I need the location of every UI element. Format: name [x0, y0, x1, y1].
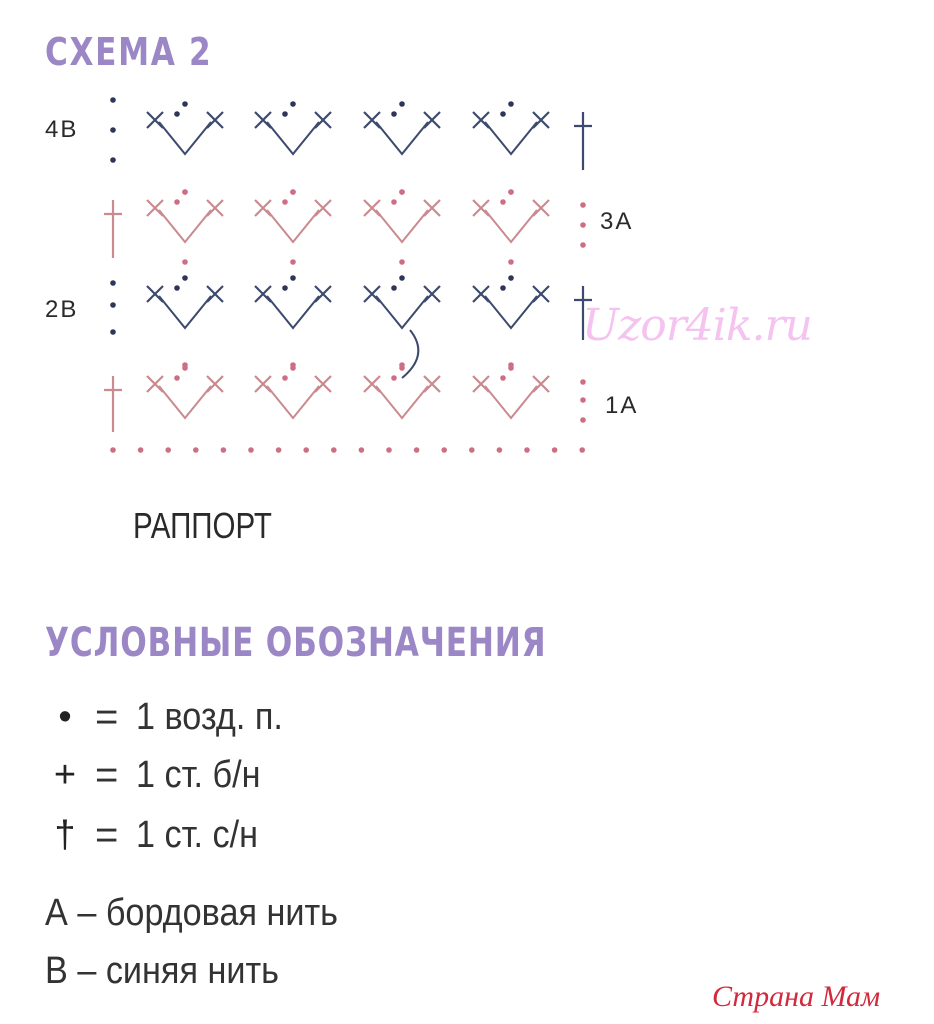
- chain-stitch: [580, 202, 586, 208]
- chain-stitch: [399, 259, 405, 265]
- single-crochet: [364, 286, 380, 302]
- chain-stitch: [469, 447, 475, 453]
- chain-stitch: [110, 280, 116, 286]
- connector-arc: [402, 330, 418, 378]
- single-crochet: [473, 286, 489, 302]
- note-thread-b: В – синяя нить: [45, 950, 279, 992]
- chain-stitch: [497, 447, 503, 453]
- chain-stitch: [282, 285, 288, 291]
- double-crochet: [104, 200, 122, 258]
- single-crochet: [315, 112, 331, 128]
- v-stitch-lines: [376, 122, 428, 154]
- chain-stitch: [391, 111, 397, 117]
- chain-stitch-symbol: •: [58, 695, 72, 738]
- legend-text: 1 возд. п.: [136, 695, 284, 738]
- chain-stitch: [508, 101, 514, 107]
- chain-stitch: [399, 275, 405, 281]
- single-crochet: [207, 376, 223, 392]
- legend-text: 1 ст. с/н: [136, 813, 259, 856]
- chain-stitch: [110, 127, 116, 133]
- chain-stitch: [290, 101, 296, 107]
- row-label-3a: 3А: [600, 208, 634, 235]
- chain-stitch: [174, 199, 180, 205]
- chain-stitch: [174, 285, 180, 291]
- single-crochet: [315, 286, 331, 302]
- single-crochet: [424, 376, 440, 392]
- chain-stitch: [508, 259, 514, 265]
- chain-stitch: [500, 375, 506, 381]
- equals-sign: =: [95, 752, 119, 797]
- single-crochet: [255, 200, 271, 216]
- single-crochet: [147, 286, 163, 302]
- v-stitch-lines: [485, 296, 537, 328]
- single-crochet: [147, 376, 163, 392]
- chain-stitch: [500, 199, 506, 205]
- chain-stitch: [580, 417, 586, 423]
- chain-stitch: [414, 447, 420, 453]
- single-crochet: [255, 376, 271, 392]
- chain-stitch: [500, 285, 506, 291]
- chain-stitch: [508, 275, 514, 281]
- chain-stitch: [580, 222, 586, 228]
- chain-stitch: [182, 189, 188, 195]
- single-crochet: [364, 112, 380, 128]
- chain-stitch: [386, 447, 392, 453]
- single-crochet: [315, 376, 331, 392]
- chain-stitch: [399, 101, 405, 107]
- v-stitch-lines: [267, 296, 319, 328]
- chain-stitch: [248, 447, 254, 453]
- single-crochet: [473, 200, 489, 216]
- watermark-logo: Uzor4ik.ru: [582, 300, 812, 351]
- single-crochet: [533, 286, 549, 302]
- diagram-title: СХЕМА 2: [45, 30, 213, 74]
- chain-stitch: [110, 302, 116, 308]
- legend-item-single-crochet: [45, 750, 275, 800]
- chain-stitch: [399, 189, 405, 195]
- chain-stitch: [182, 259, 188, 265]
- v-stitch-lines: [159, 122, 211, 154]
- single-crochet: [255, 112, 271, 128]
- single-crochet: [315, 200, 331, 216]
- single-crochet: [533, 200, 549, 216]
- chain-stitch: [290, 259, 296, 265]
- legend-text: 1 ст. б/н: [136, 753, 261, 796]
- chain-stitch: [580, 379, 586, 385]
- legend-item-double-crochet: [45, 810, 272, 860]
- site-logo: Страна Мам: [712, 980, 881, 1013]
- chain-stitch: [110, 157, 116, 163]
- v-stitch-lines: [376, 386, 428, 418]
- v-stitch-lines: [485, 122, 537, 154]
- single-crochet: [207, 112, 223, 128]
- single-crochet: [424, 286, 440, 302]
- chain-stitch: [508, 189, 514, 195]
- chain-stitch: [282, 111, 288, 117]
- single-crochet: [207, 200, 223, 216]
- legend-title: УСЛОВНЫЕ ОБОЗНАЧЕНИЯ: [45, 620, 547, 666]
- chain-stitch: [290, 362, 296, 368]
- chain-stitch: [399, 362, 405, 368]
- single-crochet: [424, 200, 440, 216]
- single-crochet: [424, 112, 440, 128]
- single-crochet: [364, 200, 380, 216]
- chain-stitch: [552, 447, 558, 453]
- chain-stitch: [500, 111, 506, 117]
- chain-stitch: [165, 447, 171, 453]
- chain-stitch: [303, 447, 309, 453]
- v-stitch-lines: [376, 210, 428, 242]
- row-label-1a: 1А: [605, 392, 639, 419]
- single-crochet: [207, 286, 223, 302]
- chain-stitch: [193, 447, 199, 453]
- chain-stitch: [182, 362, 188, 368]
- double-crochet-symbol: †: [54, 813, 76, 856]
- single-crochet: [364, 376, 380, 392]
- equals-sign: =: [95, 694, 119, 739]
- chain-stitch: [174, 375, 180, 381]
- v-stitch-lines: [159, 210, 211, 242]
- chain-stitch: [182, 275, 188, 281]
- chain-stitch: [391, 375, 397, 381]
- single-crochet: [473, 376, 489, 392]
- chain-stitch: [508, 362, 514, 368]
- chain-stitch: [282, 199, 288, 205]
- chain-stitch: [290, 189, 296, 195]
- single-crochet: [473, 112, 489, 128]
- chain-stitch: [110, 97, 116, 103]
- chain-stitch: [359, 447, 365, 453]
- single-crochet: [533, 112, 549, 128]
- v-stitch-lines: [267, 210, 319, 242]
- chain-stitch: [221, 447, 227, 453]
- note-thread-a: А – бордовая нить: [45, 892, 338, 934]
- chain-stitch: [282, 375, 288, 381]
- chain-stitch: [580, 397, 586, 403]
- double-crochet: [574, 112, 592, 170]
- chain-stitch: [276, 447, 282, 453]
- chain-stitch: [182, 101, 188, 107]
- chain-stitch: [580, 242, 586, 248]
- rapport-label: РАППОРТ: [133, 505, 272, 546]
- single-crochet-symbol: +: [53, 753, 77, 796]
- chain-stitch: [391, 199, 397, 205]
- chain-stitch: [391, 285, 397, 291]
- chain-stitch: [290, 275, 296, 281]
- chain-stitch: [110, 329, 116, 335]
- v-stitch-lines: [267, 122, 319, 154]
- row-label-2b: 2В: [45, 296, 79, 323]
- chain-stitch: [174, 111, 180, 117]
- legend-item-chain: [45, 692, 300, 742]
- chain-stitch: [331, 447, 337, 453]
- chain-stitch: [441, 447, 447, 453]
- single-crochet: [255, 286, 271, 302]
- crochet-chart: [0, 0, 934, 480]
- v-stitch-lines: [159, 296, 211, 328]
- single-crochet: [147, 112, 163, 128]
- chain-stitch: [110, 447, 116, 453]
- single-crochet: [533, 376, 549, 392]
- v-stitch-lines: [376, 296, 428, 328]
- single-crochet: [147, 200, 163, 216]
- equals-sign: =: [95, 812, 119, 857]
- row-label-4b: 4В: [45, 116, 79, 143]
- v-stitch-lines: [485, 386, 537, 418]
- chain-stitch: [579, 447, 585, 453]
- chain-stitch: [138, 447, 144, 453]
- v-stitch-lines: [485, 210, 537, 242]
- v-stitch-lines: [267, 386, 319, 418]
- chain-stitch: [524, 447, 530, 453]
- v-stitch-lines: [159, 386, 211, 418]
- double-crochet: [104, 376, 122, 432]
